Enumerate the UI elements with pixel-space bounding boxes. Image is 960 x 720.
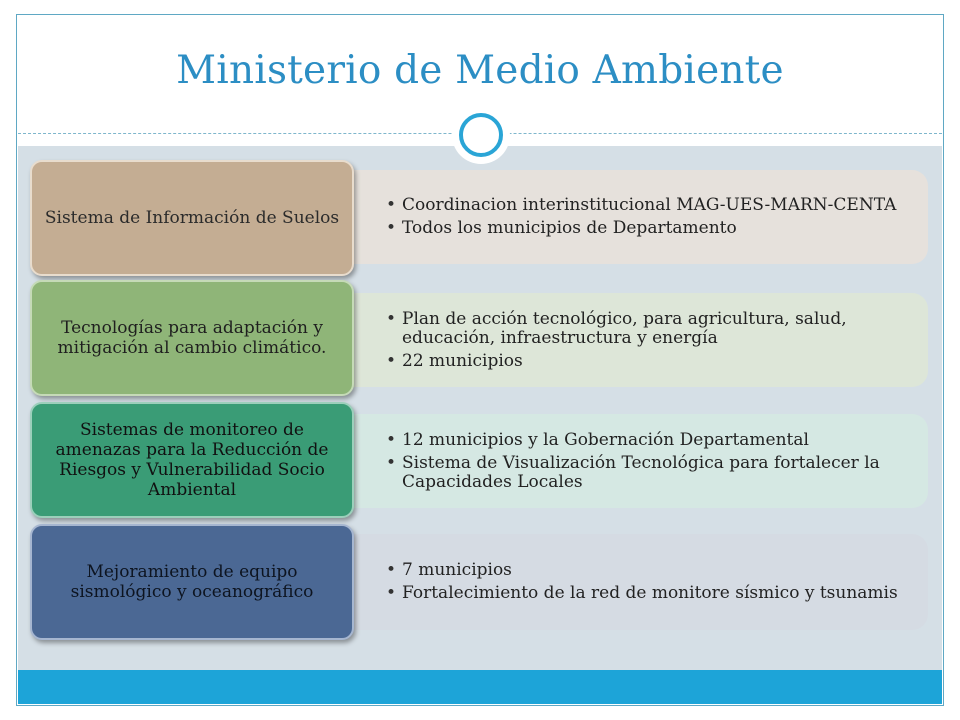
- category-label: Sistema de Información de Suelos: [30, 160, 354, 276]
- category-label: Sistemas de monitoreo de amenazas para la Reducción de Riesgos y Vulnerabilidad Socio Ambiental: [30, 402, 354, 518]
- bullet-text: • Todos los municipios de Departamento: [386, 219, 928, 238]
- list-item: [30, 524, 930, 640]
- list-item: [30, 160, 930, 276]
- list-item: [30, 402, 930, 518]
- bullet-box: [340, 534, 928, 630]
- bullet-text: • 22 municipios: [386, 352, 928, 371]
- bullet-box: [340, 414, 928, 508]
- circle-ring-icon: [459, 113, 503, 157]
- bottom-accent-bar: [18, 670, 942, 704]
- bullet-text: • Fortalecimiento de la red de monitore sísmico y tsunamis: [386, 584, 928, 603]
- list-item: [30, 280, 930, 396]
- category-label: Tecnologías para adaptación y mitigación al cambio climático.: [30, 280, 354, 396]
- category-label: Mejoramiento de equipo sismológico y oceanográfico: [30, 524, 354, 640]
- bullet-text: • Plan de acción tecnológico, para agricultura, salud, educación, infraestructura y energía: [386, 310, 928, 348]
- bullet-text: • Sistema de Visualización Tecnológica para fortalecer la Capacidades Locales: [386, 454, 928, 492]
- bullet-box: [340, 293, 928, 387]
- bullet-text: • 7 municipios: [386, 561, 928, 580]
- bullet-box: [340, 170, 928, 264]
- bullet-text: • 12 municipios y la Gobernación Departamental: [386, 431, 928, 450]
- slide-title: Ministerio de Medio Ambiente: [176, 48, 784, 93]
- bullet-text: • Coordinacion interinstitucional MAG-UES-MARN-CENTA: [386, 196, 928, 215]
